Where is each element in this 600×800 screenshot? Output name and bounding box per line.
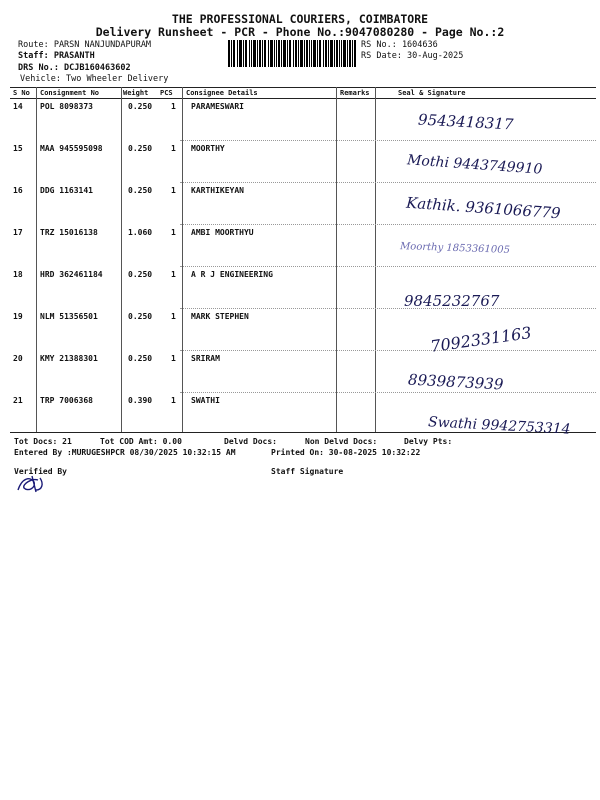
row-sno: 19 xyxy=(13,312,23,321)
col-divider xyxy=(121,87,122,432)
signature-handwriting: Swathi 9942753314 xyxy=(427,414,571,438)
row-separator xyxy=(180,140,596,141)
col-header-signature: Seal & Signature xyxy=(398,89,466,97)
runsheet-table xyxy=(10,87,596,432)
col-header-weight: Weight xyxy=(123,89,149,97)
row-consignment: TRZ 15016138 xyxy=(40,228,98,237)
row-separator xyxy=(180,392,596,393)
row-weight: 1.060 xyxy=(128,228,153,237)
row-consignment: NLM 51356501 xyxy=(40,312,98,321)
barcode xyxy=(228,40,356,67)
row-weight: 0.250 xyxy=(128,102,153,111)
delivered-docs: Delvd Docs: xyxy=(224,437,277,446)
row-consignee: SWATHI xyxy=(191,396,220,405)
signature-handwriting: Mothi 9443749910 xyxy=(406,152,543,178)
row-weight: 0.250 xyxy=(128,312,153,321)
drs-number: DRS No.: DCJB160463602 xyxy=(18,63,131,73)
row-pcs: 1 xyxy=(171,228,176,237)
company-title: THE PROFESSIONAL COURIERS, COIMBATORE xyxy=(171,12,429,26)
row-consignment: MAA 945595098 xyxy=(40,144,103,153)
row-consignment: HRD 362461184 xyxy=(40,270,103,279)
col-header-sno: S No xyxy=(13,89,30,97)
row-sno: 20 xyxy=(13,354,23,363)
col-divider xyxy=(36,87,37,432)
vehicle-label: Vehicle: Two Wheeler Delivery xyxy=(20,74,169,84)
col-header-consignment: Consignment No xyxy=(40,89,100,97)
total-cod-amount: Tot COD Amt: 0.00 xyxy=(100,437,182,446)
row-weight: 0.250 xyxy=(128,186,153,195)
total-docs: Tot Docs: 21 xyxy=(14,437,72,446)
row-consignee: AMBI MOORTHYU xyxy=(191,228,254,237)
verified-by-label: Verified By xyxy=(14,467,67,476)
row-pcs: 1 xyxy=(171,144,176,153)
row-weight: 0.250 xyxy=(128,354,153,363)
col-header-consignee: Consignee Details xyxy=(186,89,258,97)
signature-handwriting: Moorthy 1853361005 xyxy=(399,241,511,256)
runsheet-subtitle: Delivery Runsheet - PCR - Phone No.:9047080280 - Page No.:2 xyxy=(95,25,505,39)
row-weight: 0.390 xyxy=(128,396,153,405)
row-weight: 0.250 xyxy=(128,144,153,153)
row-consignee: SRIRAM xyxy=(191,354,220,363)
signature-handwriting: Kathik. 9361066779 xyxy=(405,193,562,223)
row-separator xyxy=(180,308,596,309)
signature-handwriting: 9543418317 xyxy=(417,110,514,134)
row-sno: 16 xyxy=(13,186,23,195)
row-sno: 18 xyxy=(13,270,23,279)
row-consignee: KARTHIKEYAN xyxy=(191,186,244,195)
signature-handwriting: 8939873939 xyxy=(407,370,504,394)
row-pcs: 1 xyxy=(171,102,176,111)
route-label: Route: PARSN NANJUNDAPURAM xyxy=(18,40,152,50)
row-consignment: TRP 7006368 xyxy=(40,396,93,405)
row-pcs: 1 xyxy=(171,186,176,195)
signature-handwriting: 7092331163 xyxy=(429,323,533,356)
row-separator xyxy=(180,350,596,351)
verifier-initials-scribble xyxy=(14,472,50,496)
row-consignment: DDG 1163141 xyxy=(40,186,93,195)
row-pcs: 1 xyxy=(171,396,176,405)
row-weight: 0.250 xyxy=(128,270,153,279)
col-header-pcs: PCS xyxy=(160,89,173,97)
printed-on: Printed On: 30-08-2025 10:32:22 xyxy=(271,448,421,457)
row-consignee: PARAMESWARI xyxy=(191,102,244,111)
staff-signature-label: Staff Signature xyxy=(271,467,344,476)
col-divider xyxy=(182,87,183,432)
row-consignee: MOORTHY xyxy=(191,144,225,153)
rs-number: RS No.: 1604636 xyxy=(361,40,438,50)
row-consignee: MARK STEPHEN xyxy=(191,312,249,321)
row-sno: 21 xyxy=(13,396,23,405)
entered-by: Entered By :MURUGESHPCR 08/30/2025 10:32:15 AM xyxy=(14,448,236,457)
row-consignee: A R J ENGINEERING xyxy=(191,270,273,279)
col-divider xyxy=(336,87,337,432)
delivery-points: Delvy Pts: xyxy=(404,437,453,446)
col-divider xyxy=(375,87,376,432)
row-separator xyxy=(180,224,596,225)
staff-label: Staff: PRASANTH xyxy=(18,51,95,61)
row-sno: 17 xyxy=(13,228,23,237)
row-consignment: KMY 21388301 xyxy=(40,354,98,363)
row-sno: 14 xyxy=(13,102,23,111)
row-separator xyxy=(180,266,596,267)
table-top-rule xyxy=(10,87,596,88)
non-delivered-docs: Non Delvd Docs: xyxy=(305,437,378,446)
row-pcs: 1 xyxy=(171,354,176,363)
header-bottom-rule xyxy=(10,98,596,99)
row-pcs: 1 xyxy=(171,312,176,321)
rs-date: RS Date: 30-Aug-2025 xyxy=(361,51,464,61)
signature-handwriting: 9845232767 xyxy=(404,292,500,310)
row-pcs: 1 xyxy=(171,270,176,279)
row-sno: 15 xyxy=(13,144,23,153)
col-header-remarks: Remarks xyxy=(340,89,370,97)
row-consignment: POL 8098373 xyxy=(40,102,93,111)
row-separator xyxy=(180,182,596,183)
